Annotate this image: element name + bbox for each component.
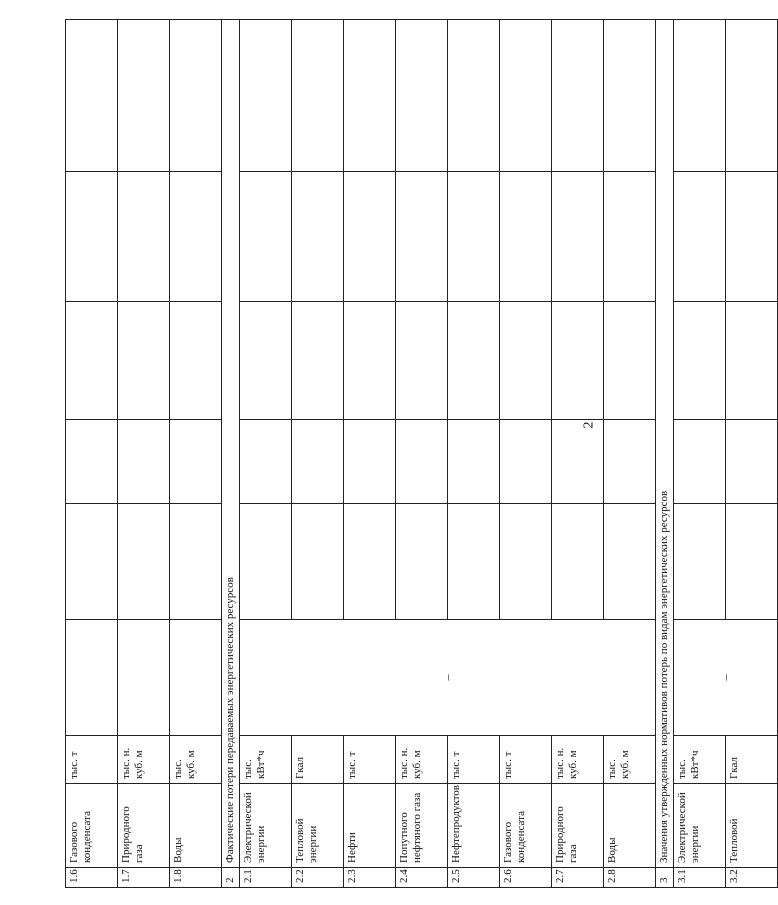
row-number: 2.1 xyxy=(240,868,292,888)
energy-losses-table xyxy=(65,19,778,888)
resource-name: Воды xyxy=(170,784,222,868)
table-row xyxy=(726,20,778,888)
resource-name: Электрической энергии xyxy=(240,784,292,868)
losses-table-container xyxy=(65,20,740,888)
section-number: 2 xyxy=(222,868,240,888)
section-number: 3 xyxy=(656,868,674,888)
table-row xyxy=(500,20,552,888)
unit: тыс. т xyxy=(66,736,118,784)
page-number: 2 xyxy=(581,421,597,429)
unit: тыс. кВт*ч xyxy=(674,736,726,784)
resource-name: Тепловой энергии xyxy=(292,784,344,868)
row-number: 3.1 xyxy=(674,868,726,888)
row-number: 2.4 xyxy=(396,868,448,888)
resource-name: Попутного нефтяного газа xyxy=(396,784,448,868)
row-number: 2.2 xyxy=(292,868,344,888)
table-row xyxy=(448,20,500,888)
resource-name: Электрической энергии xyxy=(674,784,726,868)
table-row xyxy=(66,20,118,888)
table-row xyxy=(396,20,448,888)
row-number: 2.7 xyxy=(552,868,604,888)
table-row xyxy=(344,20,396,888)
unit: тыс. н. куб. м xyxy=(552,736,604,784)
row-number: 2.8 xyxy=(604,868,656,888)
unit: тыс. т xyxy=(500,736,552,784)
merged-cell xyxy=(240,620,656,736)
section-title: Фактические потери передаваемых энергетических ресурсов xyxy=(222,20,240,868)
unit: тыс. кВт*ч xyxy=(240,736,292,784)
unit: Гкал xyxy=(292,736,344,784)
table-row xyxy=(240,20,292,888)
table-row xyxy=(118,20,170,888)
unit: тыс. н. куб. м xyxy=(396,736,448,784)
unit: тыс. т xyxy=(344,736,396,784)
table-row xyxy=(604,20,656,888)
resource-name: Тепловой xyxy=(726,784,778,868)
table-row xyxy=(674,20,726,888)
row-number: 1.6 xyxy=(66,868,118,888)
dash-mark: – xyxy=(439,674,454,681)
row-number: 1.8 xyxy=(170,868,222,888)
table-row xyxy=(552,20,604,888)
resource-name: Нефтепродуктов xyxy=(448,784,500,868)
section-header-row xyxy=(656,20,674,888)
unit: тыс. т xyxy=(448,736,500,784)
resource-name: Газового конденсата xyxy=(66,784,118,868)
resource-name: Природного газа xyxy=(552,784,604,868)
row-number: 2.6 xyxy=(500,868,552,888)
unit: тыс. куб. м xyxy=(604,736,656,784)
merged-cell xyxy=(674,620,778,736)
section-header-row xyxy=(222,20,240,888)
dash-mark: – xyxy=(717,674,732,681)
unit: тыс. н. куб. м xyxy=(118,736,170,784)
unit: Гкал xyxy=(726,736,778,784)
section-title: Значения утвержденных нормативов потерь по видам энергетических ресурсов xyxy=(656,20,674,868)
unit: тыс. куб. м xyxy=(170,736,222,784)
table-row xyxy=(170,20,222,888)
resource-name: Воды xyxy=(604,784,656,868)
resource-name: Газового конденсата xyxy=(500,784,552,868)
resource-name: Природного газа xyxy=(118,784,170,868)
row-number: 2.5 xyxy=(448,868,500,888)
row-number: 3.2 xyxy=(726,868,778,888)
row-number: 1.7 xyxy=(118,868,170,888)
resource-name: Нефти xyxy=(344,784,396,868)
table-row xyxy=(292,20,344,888)
row-number: 2.3 xyxy=(344,868,396,888)
